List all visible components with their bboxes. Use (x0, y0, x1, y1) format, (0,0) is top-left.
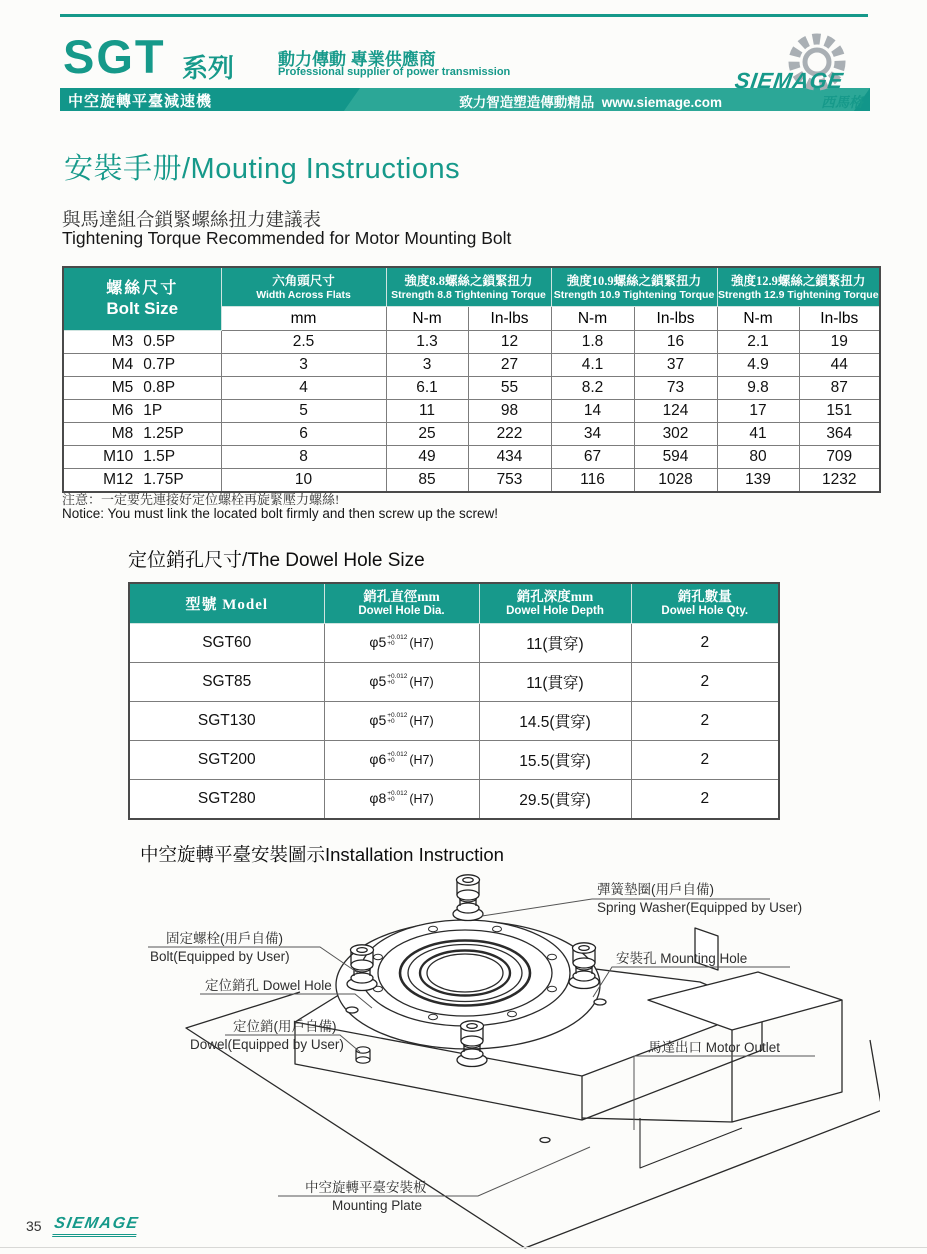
table-cell: 151 (799, 400, 880, 423)
col-dowel-depth: 銷孔深度mm Dowel Hole Depth (479, 583, 631, 624)
table-cell: 11(貫穿) (479, 663, 631, 702)
table-cell: M12 1.75P (63, 469, 221, 493)
table-row (63, 377, 880, 400)
notice-zh: 注意：一定要先連接好定位螺栓再旋緊壓力螺絲! (62, 492, 340, 507)
table-cell: 2.1 (717, 331, 799, 354)
label-dowel-zh: 定位銷(用戶自備) (233, 1019, 337, 1034)
label-dowel-en: Dowel(Equipped by User) (190, 1037, 344, 1052)
installation-diagram (130, 862, 880, 1254)
table-cell: φ5 +0.012 +0 (H7) (324, 702, 479, 741)
col-strength-12-9: 強度12.9螺絲之鎖緊扭力 Strength 12.9 Tightening Torque (717, 267, 880, 307)
banner-slogan-url: 致力智造塑造傳動精品 www.siemage.com (459, 95, 722, 110)
table-cell: 753 (468, 469, 551, 493)
table-cell: 29.5(貫穿) (479, 780, 631, 820)
col-bolt-size: 螺絲尺寸 Bolt Size (63, 267, 221, 331)
company-logo (733, 30, 888, 111)
table-cell: 4.1 (551, 354, 634, 377)
install-heading: 中空旋轉平臺安裝圖示Installation Instruction (140, 844, 504, 865)
table-cell: 1232 (799, 469, 880, 493)
table-cell: 73 (634, 377, 717, 400)
table-row (63, 423, 880, 446)
table-cell: 37 (634, 354, 717, 377)
label-plate-zh: 中空旋轉平臺安裝板 (305, 1180, 427, 1195)
col-strength-8-8: 強度8.8螺絲之鎖緊扭力 Strength 8.8 Tightening Torque (386, 267, 551, 307)
table-cell: 6 (221, 423, 386, 446)
page-title: 安裝手册/Mouting Instructions (64, 153, 461, 185)
series-suffix: 系列 (182, 53, 235, 83)
dowel-pin-drawing (356, 1047, 370, 1063)
table-cell: SGT200 (129, 741, 324, 780)
table-cell: 594 (634, 446, 717, 469)
table-cell: 14 (551, 400, 634, 423)
table-cell: φ6 +0.012 +0 (H7) (324, 741, 479, 780)
header-rule (60, 14, 868, 17)
table-cell: 85 (386, 469, 468, 493)
label-bolt-en: Bolt(Equipped by User) (150, 949, 290, 964)
label-plate-en: Mounting Plate (332, 1198, 423, 1213)
col-dowel-dia: 銷孔直徑mm Dowel Hole Dia. (324, 583, 479, 624)
table-cell: 19 (799, 331, 880, 354)
logo-wordmark: SIEMAGE (733, 68, 846, 93)
table-row (63, 446, 880, 469)
table-row (129, 702, 779, 741)
unit-cell: N-m (386, 307, 468, 331)
label-mounting-hole: 安裝孔 Mounting Hole (616, 951, 748, 966)
table-cell: 16 (634, 331, 717, 354)
table-cell: 8 (221, 446, 386, 469)
table-cell: 364 (799, 423, 880, 446)
table-cell: 2.5 (221, 331, 386, 354)
table-cell: 98 (468, 400, 551, 423)
table-cell: 9.8 (717, 377, 799, 400)
table-cell: 10 (221, 469, 386, 493)
col-dowel-qty: 銷孔數量 Dowel Hole Qty. (631, 583, 779, 624)
table-cell: SGT85 (129, 663, 324, 702)
col-strength-10-9: 強度10.9螺絲之鎖緊扭力 Strength 10.9 Tightening Torque (551, 267, 717, 307)
table-cell: M4 0.7P (63, 354, 221, 377)
dowel-table (128, 582, 780, 820)
table-cell: 87 (799, 377, 880, 400)
logo-cn: 西馬格 (821, 96, 863, 111)
table-cell: SGT280 (129, 780, 324, 820)
table-row (63, 400, 880, 423)
table-cell: 12 (468, 331, 551, 354)
table-cell: 222 (468, 423, 551, 446)
table-cell: 139 (717, 469, 799, 493)
table-cell: 55 (468, 377, 551, 400)
table-cell: 2 (631, 624, 779, 663)
table-cell: φ8 +0.012 +0 (H7) (324, 780, 479, 820)
bottom-rule (0, 1247, 927, 1248)
table-row (63, 331, 880, 354)
table-cell: SGT130 (129, 702, 324, 741)
table-cell: 6.1 (386, 377, 468, 400)
unit-cell: In-lbs (799, 307, 880, 331)
table-cell: 2 (631, 702, 779, 741)
table-cell: 67 (551, 446, 634, 469)
dowel-heading: 定位銷孔尺寸/The Dowel Hole Size (128, 550, 425, 571)
table-cell: 2 (631, 741, 779, 780)
unit-cell: In-lbs (468, 307, 551, 331)
table-cell: 27 (468, 354, 551, 377)
table-cell: 49 (386, 446, 468, 469)
table-cell: φ5 +0.012 +0 (H7) (324, 624, 479, 663)
table-cell: 8.2 (551, 377, 634, 400)
table-cell: 4 (221, 377, 386, 400)
col-model: 型號 Model (129, 583, 324, 624)
table-cell: 1028 (634, 469, 717, 493)
unit-cell: In-lbs (634, 307, 717, 331)
unit-cell: mm (221, 307, 386, 331)
table-cell: 15.5(貫穿) (479, 741, 631, 780)
col-width-across-flats: 六角頭尺寸 Width Across Flats (221, 267, 386, 307)
table-cell: 17 (717, 400, 799, 423)
table-cell: 124 (634, 400, 717, 423)
notice-en: Notice: You must link the located bolt firmly and then screw up the screw! (62, 506, 498, 521)
dowel-header-row (129, 583, 779, 624)
table-cell: 709 (799, 446, 880, 469)
torque-heading-en: Tightening Torque Recommended for Motor Mounting Bolt (62, 228, 512, 248)
table-cell: 302 (634, 423, 717, 446)
tagline-zh: 動力傳動 專業供應商 (278, 50, 436, 69)
torque-header-row (63, 267, 880, 307)
table-cell: M3 0.5P (63, 331, 221, 354)
table-cell: SGT60 (129, 624, 324, 663)
table-cell: M8 1.25P (63, 423, 221, 446)
table-cell: 14.5(貫穿) (479, 702, 631, 741)
table-row (129, 741, 779, 780)
table-cell: 116 (551, 469, 634, 493)
table-row (63, 354, 880, 377)
table-cell: 80 (717, 446, 799, 469)
unit-cell: N-m (551, 307, 634, 331)
table-cell: M5 0.8P (63, 377, 221, 400)
label-spring-washer-zh: 彈簧墊圈(用戶自備) (597, 882, 714, 897)
series-logo: SGT (63, 30, 166, 83)
table-cell: 2 (631, 780, 779, 820)
table-cell: 34 (551, 423, 634, 446)
table-cell: φ5 +0.012 +0 (H7) (324, 663, 479, 702)
unit-cell: N-m (717, 307, 799, 331)
label-spring-washer-en: Spring Washer(Equipped by User) (597, 900, 803, 915)
table-cell: M6 1P (63, 400, 221, 423)
table-cell: 44 (799, 354, 880, 377)
torque-heading-zh: 與馬達組合鎖緊螺絲扭力建議表 (62, 211, 322, 231)
table-row (129, 624, 779, 663)
table-cell: 11(貫穿) (479, 624, 631, 663)
table-cell: 11 (386, 400, 468, 423)
label-bolt-zh: 固定螺栓(用戶自備) (166, 931, 283, 946)
table-cell: 2 (631, 663, 779, 702)
table-row (129, 780, 779, 820)
table-row (129, 663, 779, 702)
banner-product-line: 中空旋轉平臺減速機 (68, 93, 213, 110)
label-dowel-hole: 定位銷孔 Dowel Hole (205, 978, 332, 993)
table-cell: 25 (386, 423, 468, 446)
table-cell: 4.9 (717, 354, 799, 377)
tagline-en: Professional supplier of power transmission (278, 66, 511, 78)
footer-logo: SIEMAGE (52, 1215, 140, 1237)
page-number: 35 (26, 1218, 42, 1234)
table-cell: 41 (717, 423, 799, 446)
table-cell: 3 (221, 354, 386, 377)
table-cell: 5 (221, 400, 386, 423)
table-cell: 434 (468, 446, 551, 469)
table-cell: 1.3 (386, 331, 468, 354)
torque-table (62, 266, 881, 493)
label-motor-outlet: 馬達出口 Motor Outlet (648, 1040, 781, 1055)
table-cell: 1.8 (551, 331, 634, 354)
table-cell: 3 (386, 354, 468, 377)
table-cell: M10 1.5P (63, 446, 221, 469)
